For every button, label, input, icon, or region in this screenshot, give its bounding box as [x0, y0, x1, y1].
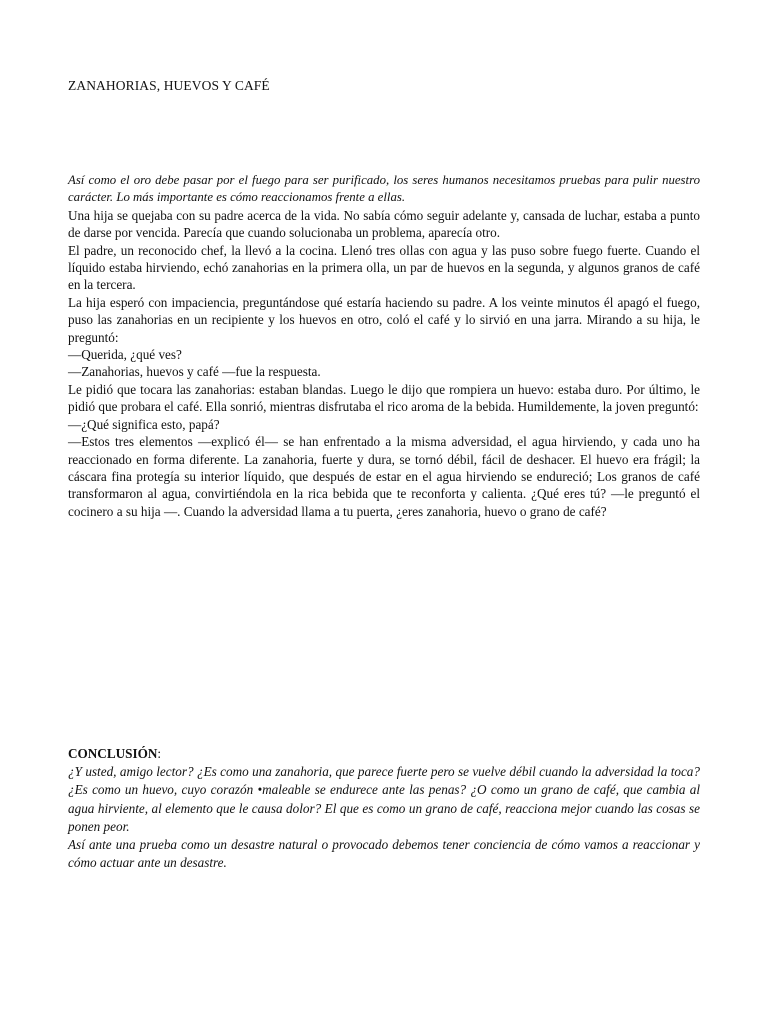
story-paragraph: —Estos tres elementos —explicó él— se han enfrentado a la misma adversidad, el agua hirviendo, y cada uno ha reaccionado en forma diferente. La zanahoria, fuerte y dura, se tornó débil, fácil de deshacer. El huevo era frágil; la cáscara fina protegía su interior líquido, que después de estar en el agua hirviendo se endureció; Los granos de café transformaron al agua, convirtiéndola en la rica bebida que te reconforta y calienta. ¿Qué eres tú? —le preguntó el cocinero a su hija —. Cuando la adversidad llama a tu puerta, ¿eres zanahoria, huevo o grano de café? — [68, 434, 700, 519]
dialogue-line: —Zanahorias, huevos y café —fue la respuesta. — [68, 364, 321, 380]
story-body — [68, 172, 700, 520]
conclusion-paragraph: Así ante una prueba como un desastre natural o provocado debemos tener conciencia de cómo vamos a reaccionar y cómo actuar ante un desastre. — [68, 837, 700, 871]
conclusion-heading-text: CONCLUSIÓN — [68, 746, 158, 761]
story-paragraph: El padre, un reconocido chef, la llevó a la cocina. Llenó tres ollas con agua y las puso sobre fuego fuerte. Cuando el líquido estaba hirviendo, echó zanahorias en la primera olla, un par de huevos en la segunda, y algunos granos de café en la tercera. — [68, 242, 700, 293]
dialogue-line: —Querida, ¿qué ves? — [68, 347, 182, 363]
story-paragraph: Le pidió que tocara las zanahorias: estaban blandas. Luego le dijo que rompiera un huevo: estaba duro. Por último, le pidió que probara el café. Ella sonrió, mientras disfrutaba el rico aroma de la bebida. Humildemente, la joven preguntó: — [68, 381, 700, 415]
conclusion-paragraph: ¿Y usted, amigo lector? ¿Es como una zanahoria, que parece fuerte pero se vuelve débil cuando la adversidad la toca? ¿Es como un huevo, cuyo corazón •maleable se endurece ante las penas? ¿O como un grano de café, que cambia al agua hirviente, al elemento que le causa dolor? El que es como un grano de café, reacciona mejor cuando las cosas se ponen peor. — [68, 764, 700, 834]
dialogue-line: —¿Qué significa esto, papá? — [68, 416, 220, 432]
story-paragraph: Una hija se quejaba con su padre acerca de la vida. No sabía cómo seguir adelante y, cansada de luchar, estaba a punto de darse por vencida. Parecía que cuando solucionaba un problema, aparecía otro. — [68, 207, 700, 241]
conclusion-section — [68, 745, 700, 872]
document-title: ZANAHORIAS, HUEVOS Y CAFÉ — [68, 78, 270, 93]
story-paragraph: La hija esperó con impaciencia, preguntándose qué estaría haciendo su padre. A los veinte minutos él apagó el fuego, puso las zanahorias en un recipiente y los huevos en otro, coló el café y lo sirvió en una jarra. Mirando a su hija, le preguntó: — [68, 294, 700, 345]
intro-paragraph: Así como el oro debe pasar por el fuego para ser purificado, los seres humanos necesitamos pruebas para pulir nuestro carácter. Lo más importante es cómo reaccionamos frente a ellas. — [68, 173, 700, 205]
conclusion-heading — [68, 745, 700, 763]
conclusion-heading-colon: : — [157, 746, 162, 761]
